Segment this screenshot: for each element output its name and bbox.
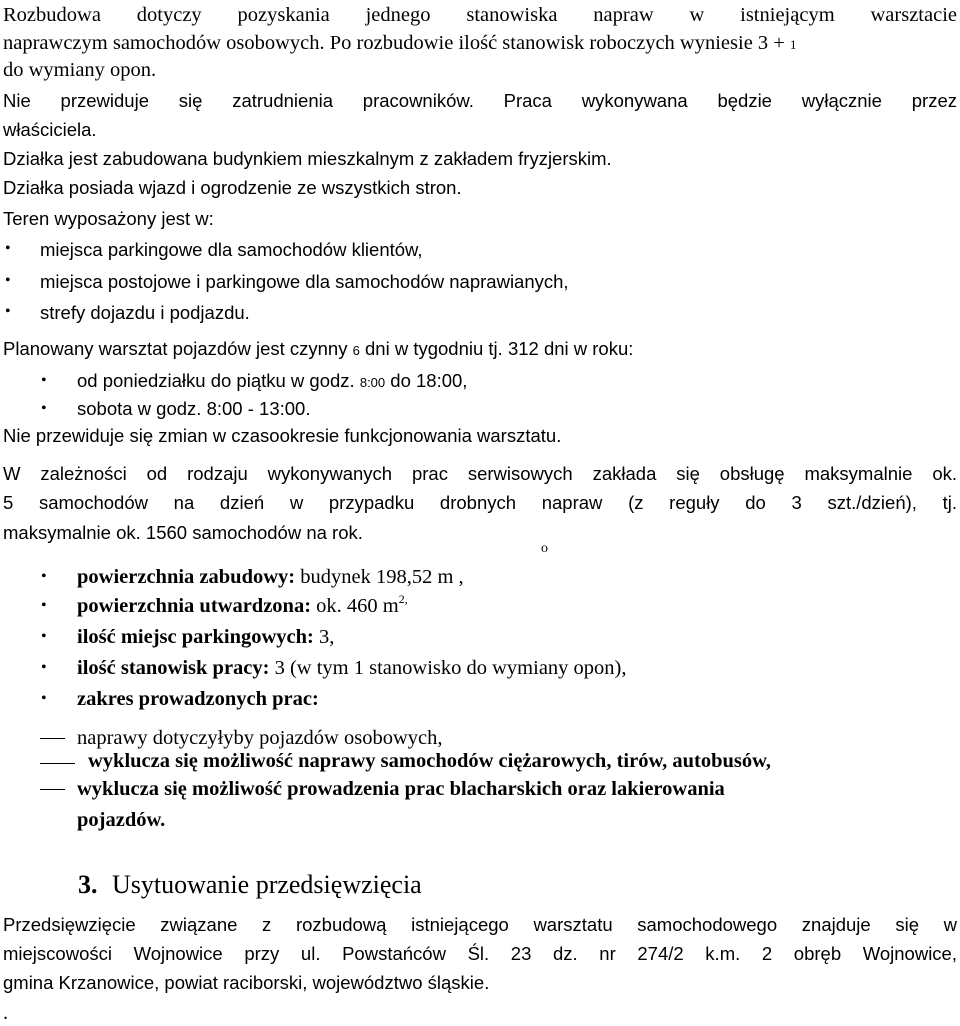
bullet-icon: • [5, 272, 11, 289]
intro-line-1: Rozbudowa dotyczy pozyskania jednego stanowiska napraw w istniejącym warsztacie [3, 4, 957, 26]
location-line-1: Przedsięwzięcie związane z rozbudową istniejącego warsztatu samochodowego znajduje się w [3, 914, 957, 935]
intro-line-3: do wymiany opon. [3, 59, 157, 81]
dash-icon [40, 789, 65, 790]
param-stations [77, 655, 627, 681]
teren-item-2: miejsca postojowe i parkingowe dla samochodów naprawianych, [40, 271, 569, 292]
param-area-superscript: o [541, 541, 548, 556]
bullet-icon: • [5, 240, 11, 257]
bullet-icon: • [41, 568, 47, 585]
scope-item-3-text-2: pojazdów. [77, 809, 166, 831]
scope-item-2-text: wyklucza się możliwość naprawy samochodów ciężarowych, tirów, autobusów, [88, 750, 771, 772]
intro-line-6: Działka jest zabudowana budynkiem mieszkalnym z zakładem fryzjerskim. [3, 148, 612, 169]
scope-item-1: naprawy dotyczyłyby pojazdów osobowych, [77, 727, 443, 749]
scope-item-3-line-2 [77, 807, 165, 833]
param-parking-value: 3, [319, 626, 335, 648]
schedule-text-a: Planowany warsztat pojazdów jest czynny [3, 338, 348, 359]
param-parking-label: ilość miejsc parkingowych: [77, 626, 314, 648]
intro-line-5: właściciela. [3, 119, 97, 140]
section-number: 3. [78, 870, 98, 899]
intro-line-4: Nie przewiduje się zatrudnienia pracowników. Praca wykonywana będzie wyłącznie przez [3, 90, 957, 111]
bullet-icon: • [41, 690, 47, 707]
param-parking [77, 624, 334, 650]
schedule-days: 6 [352, 343, 360, 358]
capacity-line-1: W zależności od rodzaju wykonywanych prac serwisowych zakłada się obsługę maksymalnie ok. [3, 463, 957, 484]
intro-line-8: Teren wyposażony jest w: [3, 208, 214, 229]
scope-item-3-text: wyklucza się możliwość prowadzenia prac blacharskich oraz lakierowania [77, 778, 725, 800]
scope-item-3-line-1 [77, 776, 725, 802]
param-hard [77, 593, 408, 619]
schedule-item-1-a: od poniedziałku do piątku w godz. [77, 370, 355, 391]
schedule-item-1-time: 8:00 [359, 375, 386, 390]
section-title: Usytuowanie przedsięwzięcia [112, 870, 422, 899]
schedule-no-change: Nie przewiduje się zmian w czasookresie funkcjonowania warsztatu. [3, 425, 562, 446]
bullet-icon: • [5, 303, 11, 320]
section-heading [78, 869, 422, 901]
param-stations-label: ilość stanowisk pracy: [77, 657, 270, 679]
param-area-label: powierzchnia zabudowy: [77, 566, 296, 588]
param-hard-superscript: 2, [398, 592, 408, 606]
schedule-item-2: sobota w godz. 8:00 - 13:00. [77, 398, 311, 419]
capacity-line-3: maksymalnie ok. 1560 samochodów na rok. [3, 522, 363, 543]
intro-line-7: Działka posiada wjazd i ogrodzenie ze wszystkich stron. [3, 177, 462, 198]
bullet-icon: • [41, 659, 47, 676]
bullet-icon: • [41, 372, 47, 389]
capacity-line-2: 5 samochodów na dzień w przypadku drobnych napraw (z reguły do 3 szt./dzień), tj. [3, 492, 957, 513]
location-line-2: miejscowości Wojnowice przy ul. Powstańców Śl. 23 dz. nr 274/2 k.m. 2 obręb Wojnowice, [3, 943, 957, 964]
dash-icon [40, 763, 75, 764]
intro-line-2 [3, 30, 796, 58]
param-area-value: budynek 198,52 m , [300, 566, 464, 588]
dash-icon [40, 738, 65, 739]
bullet-icon: • [41, 628, 47, 645]
param-scope-label: zakres prowadzonych prac: [77, 688, 319, 710]
param-area [77, 564, 464, 590]
intro-line-2-count: 1 [789, 37, 797, 52]
schedule-text-b: dni w tygodniu tj. 312 dni w roku: [365, 338, 634, 359]
schedule-line [3, 336, 633, 364]
location-line-3: gmina Krzanowice, powiat raciborski, województwo śląskie. [3, 972, 490, 993]
teren-item-1: miejsca parkingowe dla samochodów klientów, [40, 239, 423, 260]
intro-line-2-text: naprawczym samochodów osobowych. Po rozbudowie ilość stanowisk roboczych wyniesie 3 + [3, 32, 785, 54]
trailing-dot: . [3, 1002, 9, 1024]
bullet-icon: • [41, 400, 47, 417]
param-stations-value: 3 (w tym 1 stanowisko do wymiany opon), [274, 657, 627, 679]
scope-item-2 [88, 748, 771, 774]
bullet-icon: • [41, 597, 47, 614]
param-hard-value: ok. 460 m [316, 595, 399, 617]
schedule-item-1-b: do 18:00, [390, 370, 468, 391]
schedule-item-1 [77, 368, 467, 396]
teren-item-3: strefy dojazdu i podjazdu. [40, 302, 250, 323]
param-hard-label: powierzchnia utwardzona: [77, 595, 312, 617]
param-scope [77, 686, 319, 712]
